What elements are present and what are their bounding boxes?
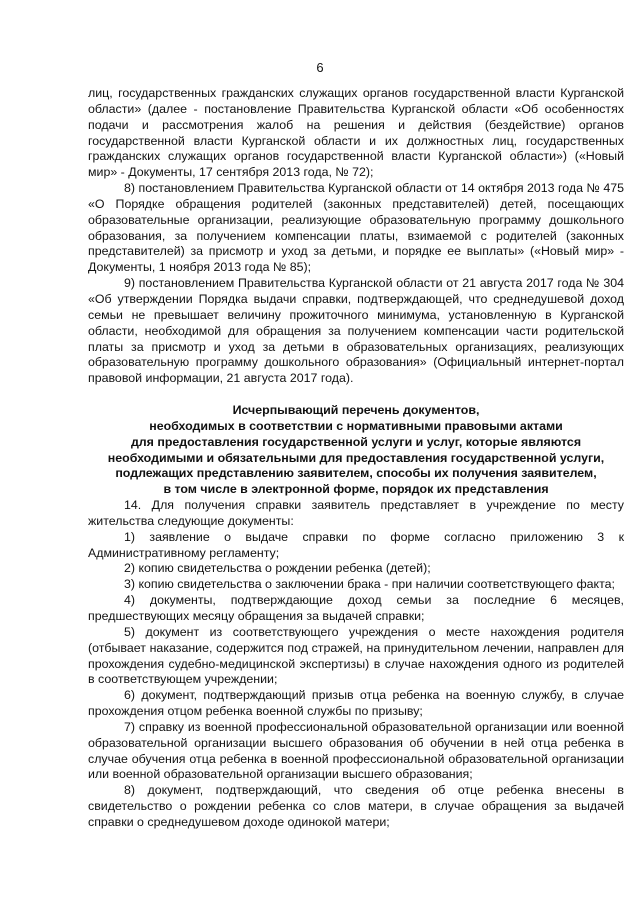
heading-line: для предоставления государственной услуги и услуг, которые являются xyxy=(130,434,582,449)
heading-line: в том числе в электронной форме, порядок их представления xyxy=(163,482,549,497)
paragraph-item-8: 8) постановлением Правительства Курганской области от 14 октября 2013 года № 475 «О Порядке обращения родителей (законных представителей) детей, посещающих образовательные организации, реализующие образовательную программу дошкольного образования, за получением компенсации платы, взимаемой с родителей (законных представителей) за присмотр и уход за детьми, и порядке ее выплаты» («Новый мир» - Документы, 1 ноября 2013 года № 85); xyxy=(88,181,624,275)
list-item-4: 4) документы, подтверждающие доход семьи за последние 6 месяцев, предшествующих месяцу обращения за выдачей справки; xyxy=(88,593,624,623)
list-item-5: 5) документ из соответствующего учреждения о месте нахождения родителя (отбывает наказание, содержится под стражей, на принудительном лечении, направлен для прохождения судебно-медицинской экспертизы) в случае нахождения одного из родителей в соответствующем учреждении; xyxy=(88,624,624,687)
page-number: 6 xyxy=(316,60,324,75)
list-item-2: 2) копию свидетельства о рождении ребенка (детей); xyxy=(124,561,431,576)
list-item-6: 6) документ, подтверждающий призыв отца ребенка на военную службу, в случае прохождения отцом ребенка военной службы по призыву; xyxy=(88,688,624,719)
paragraph-continuation: лиц, государственных гражданских служащих органов государственной власти Курганской области» (далее - постановление Правительства Курганской области «Об особенностях подачи и рассмотрения жалоб на решения и действия (бездействие) органов государственной власти Курганской области и их должностных лиц, государственных гражданских служащих органов государственной власти Курганской области») («Новый мир» - Документы, 17 сентября 2013 года, № 72); xyxy=(88,86,624,180)
list-item-1: 1) заявление о выдаче справки по форме согласно приложению 3 к Административному регламенту; xyxy=(88,529,624,560)
list-item-7: 7) справку из военной профессиональной образовательной организации или военной образовательной организации высшего образования об обучении в ней отца ребенка в случае обучения отца ребенка в военной профессиональной образовательной организации или военной образовательной организации высшего образования; xyxy=(88,719,624,782)
paragraph-14: 14. Для получения справки заявитель представляет в учреждение по месту жительства следующие документы: xyxy=(88,498,624,528)
paragraph-item-9: 9) постановлением Правительства Курганской области от 21 августа 2017 года № 304 «Об утверждении Порядка выдачи справки, подтверждающей, что среднедушевой доход семьи не превышает величину прожиточного минимума, установленную в Курганской области, необходимой для обращения за получением компенсации части родительской платы за присмотр и уход за детьми в образовательных организациях, реализующих образовательную программу дошкольного образования» (Официальный интернет-портал правовой информации, 21 августа 2017 года). xyxy=(88,276,624,386)
heading-line: подлежащих представлению заявителем, способы их получения заявителем, xyxy=(115,466,597,481)
document-body xyxy=(88,86,624,831)
heading-line: необходимых в соответствии с нормативными правовыми актами xyxy=(149,418,563,433)
list-item-8: 8) документ, подтверждающий, что сведения об отце ребенка внесены в свидетельство о рождении ребенка со слов матери, в случае обращения за выдачей справки о среднедушевом доходе одинокой матери; xyxy=(88,783,624,829)
heading-line: необходимыми и обязательными для предоставления государственной услуги, xyxy=(107,450,605,465)
section-heading xyxy=(88,403,624,498)
heading-line: Исчерпывающий перечень документов, xyxy=(232,403,480,418)
list-item-3: 3) копию свидетельства о заключении брака - при наличии соответствующего факта; xyxy=(124,577,615,592)
